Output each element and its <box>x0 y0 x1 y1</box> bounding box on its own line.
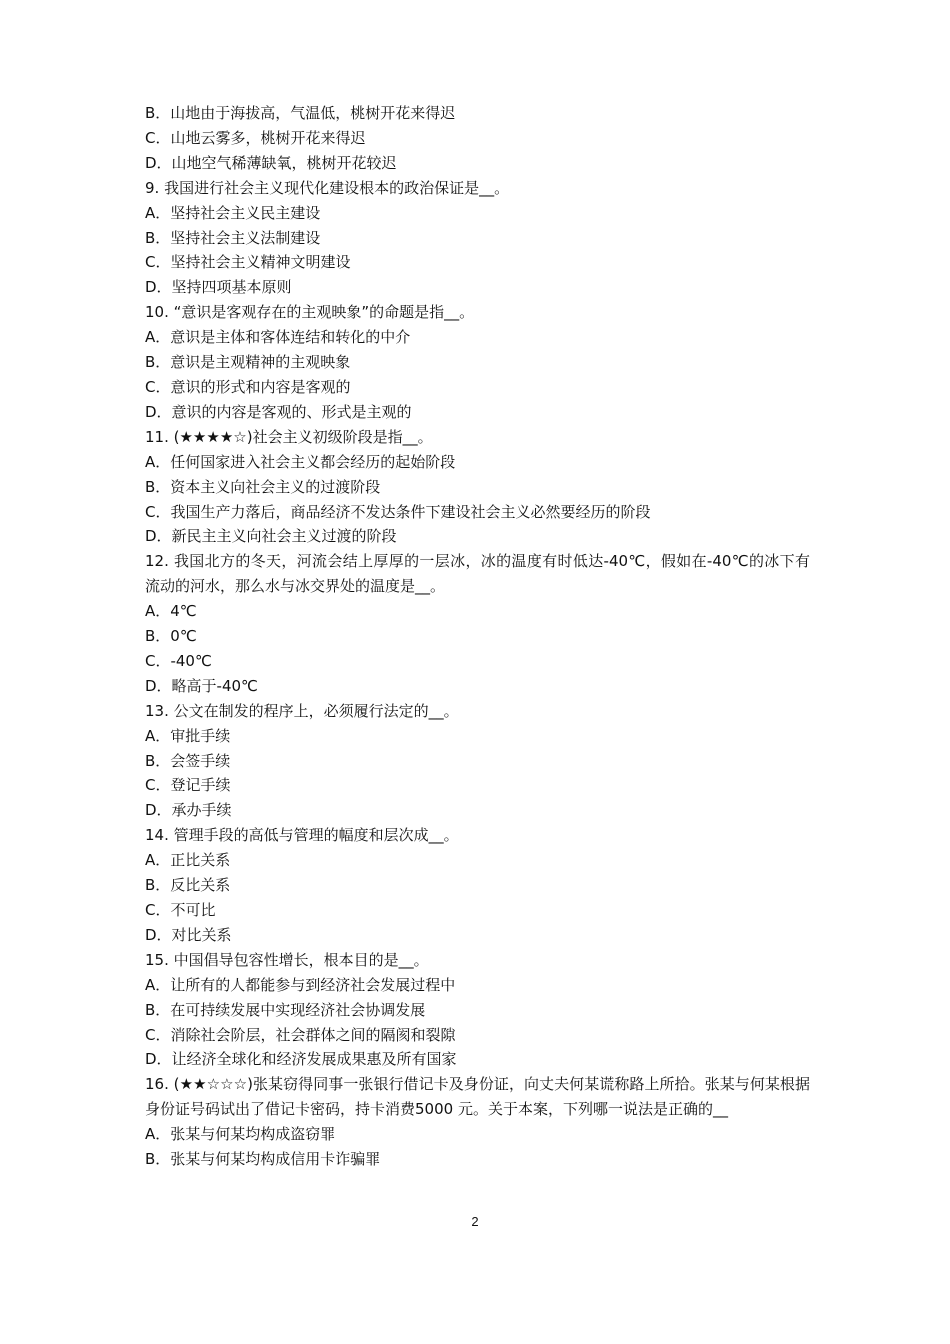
option-c: C．我国生产力落后，商品经济不发达条件下建设社会主义必然要经历的阶段 <box>145 502 651 521</box>
question-15: 15. 中国倡导包容性增长，根本目的是__。 <box>145 950 429 969</box>
option-a: A．坚持社会主义民主建设 <box>145 203 321 222</box>
option-b: B．资本主义向社会主义的过渡阶段 <box>145 477 381 496</box>
option-a: A．任何国家进入社会主义都会经历的起始阶段 <box>145 452 456 471</box>
option-c: C．消除社会阶层，社会群体之间的隔阂和裂隙 <box>145 1025 456 1044</box>
option-b: B．意识是主观精神的主观映象 <box>145 353 351 372</box>
option-c: C．意识的形式和内容是客观的 <box>145 377 351 396</box>
option-b: B．会签手续 <box>145 751 231 770</box>
option-d: D．承办手续 <box>145 801 232 820</box>
question-13: 13. 公文在制发的程序上，必须履行法定的__。 <box>145 701 459 720</box>
option-d: D．让经济全球化和经济发展成果惠及所有国家 <box>145 1050 457 1069</box>
option-c: C．不可比 <box>145 901 216 919</box>
question-11: 11. (★★★★☆)社会主义初级阶段是指__。 <box>145 427 433 446</box>
option-a: A．审批手续 <box>145 726 231 745</box>
question-12: 12. 我国北方的冬天，河流会结上厚厚的一层冰，冰的温度有时低达-40℃，假如在-40℃的冰下有流动的河水，那么水与冰交界处的温度是__。 <box>145 552 810 596</box>
option-d: D．新民主主义向社会主义过渡的阶段 <box>145 527 397 546</box>
page-content <box>145 101 810 1172</box>
option-a: A．意识是主体和客体连结和转化的中介 <box>145 328 411 347</box>
text-line: D．山地空气稀薄缺氧，桃树开花较迟 <box>145 153 397 172</box>
option-a: A．正比关系 <box>145 851 231 870</box>
option-d: D．略高于-40℃ <box>145 676 258 695</box>
question-16: 16. (★★☆☆☆)张某窃得同事一张银行借记卡及身份证，向丈夫何某谎称路上所拾。张某与何某根据身份证号码试出了借记卡密码，持卡消费5000 元。关于本案，下列哪一说法是正确的__ <box>145 1075 810 1119</box>
option-c: C．-40℃ <box>145 651 212 670</box>
option-d: D．坚持四项基本原则 <box>145 278 292 297</box>
option-c: C．坚持社会主义精神文明建设 <box>145 253 351 272</box>
option-a: A．4℃ <box>145 602 197 621</box>
option-b: B．张某与何某均构成信用卡诈骗罪 <box>145 1150 381 1169</box>
option-b: B．在可持续发展中实现经济社会协调发展 <box>145 1000 426 1019</box>
question-9: 9. 我国进行社会主义现代化建设根本的政治保证是__。 <box>145 178 510 197</box>
option-a: A．让所有的人都能参与到经济社会发展过程中 <box>145 975 456 994</box>
question-14: 14. 管理手段的高低与管理的幅度和层次成__。 <box>145 826 459 845</box>
option-a: A．张某与何某均构成盗窃罪 <box>145 1125 336 1144</box>
option-d: D．对比关系 <box>145 925 232 944</box>
text-line: B．山地由于海拔高，气温低，桃树开花来得迟 <box>145 104 456 122</box>
page-number: 2 <box>471 1214 479 1229</box>
option-b: B．0℃ <box>145 627 197 646</box>
option-c: C．登记手续 <box>145 776 231 795</box>
option-d: D．意识的内容是客观的、形式是主观的 <box>145 402 412 421</box>
option-b: B．反比关系 <box>145 876 231 895</box>
text-line: C．山地云雾多，桃树开花来得迟 <box>145 128 366 147</box>
question-10: 10. “意识是客观存在的主观映象”的命题是指__。 <box>145 303 475 322</box>
option-b: B．坚持社会主义法制建设 <box>145 228 321 247</box>
